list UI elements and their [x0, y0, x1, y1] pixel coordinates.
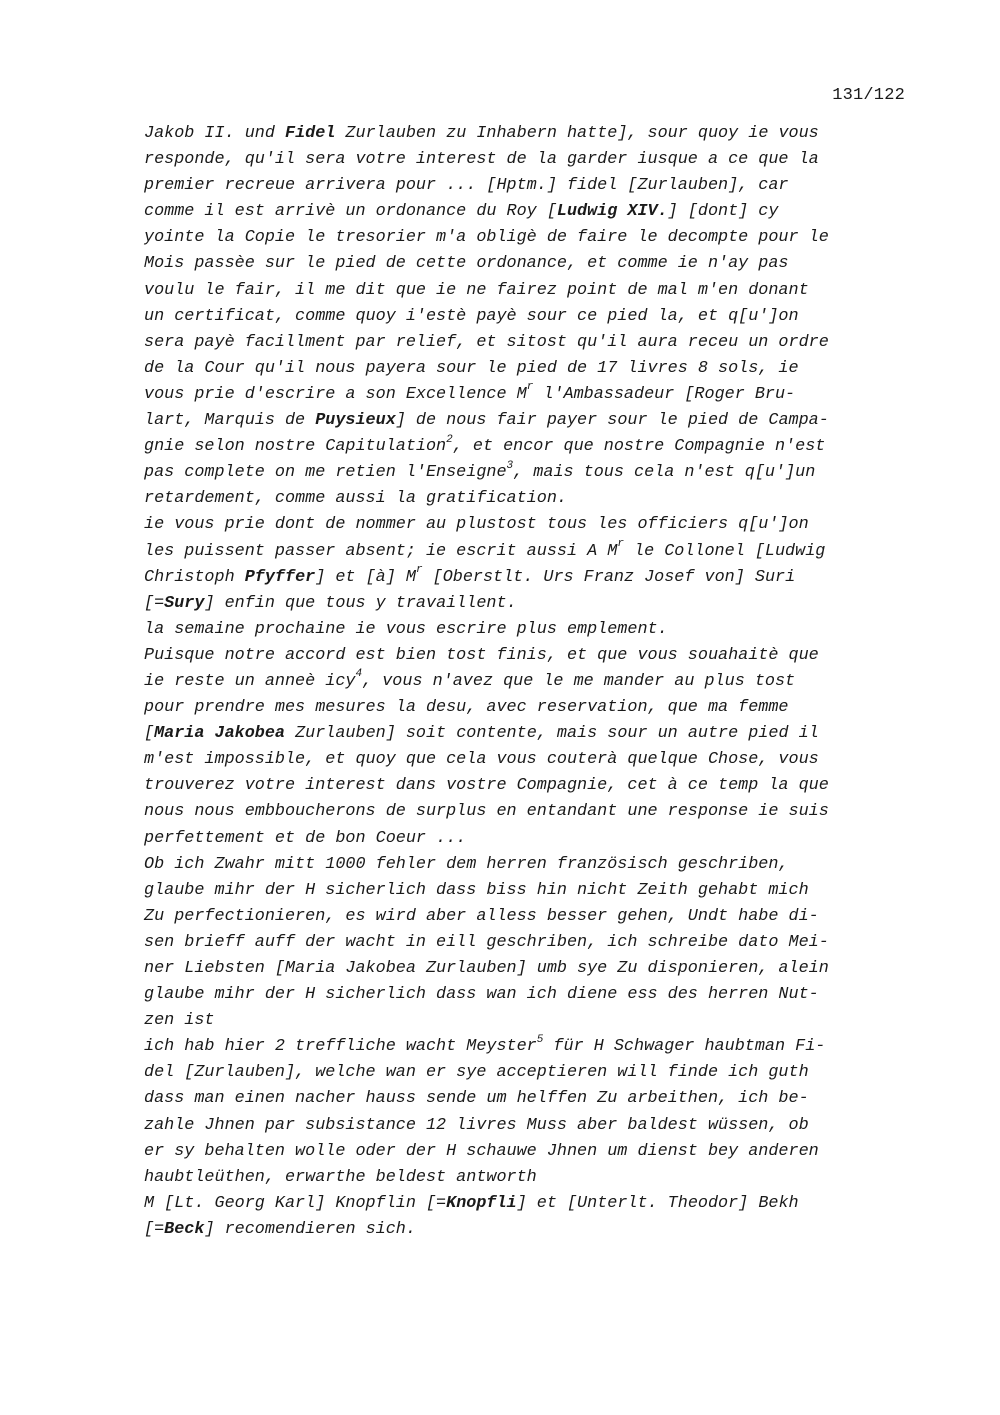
text-segment: ] de nous fair payer sour le pied de Campa-	[395, 411, 829, 431]
text-segment: zahle Jhnen par subsistance 12 livres Muss aber baldest wüssen, ob	[144, 1115, 809, 1135]
text-segment: ie reste un anneè icy	[144, 671, 356, 691]
text-segment: ] recomendieren sich.	[204, 1219, 416, 1239]
text-line	[144, 1217, 924, 1243]
text-line	[144, 826, 924, 852]
text-segment: les puissent passer absent; ie escrit aussi A M	[144, 541, 618, 561]
text-segment: Mois passèe sur le pied de cette ordonance, et comme ie n'ay pas	[144, 254, 789, 274]
text-line	[144, 773, 924, 799]
text-line	[144, 591, 924, 617]
superscript: r	[526, 381, 534, 394]
text-segment: Ob ich Zwahr mitt 1000 fehler dem herren französisch geschriben,	[144, 854, 789, 874]
text-line	[144, 1008, 924, 1034]
text-segment: lart, Marquis de	[144, 411, 316, 431]
superscript: 4	[355, 668, 363, 681]
text-line	[144, 539, 924, 565]
text-line	[144, 1034, 924, 1060]
text-line	[144, 643, 924, 669]
letter-text	[144, 121, 924, 1243]
superscript: 2	[446, 433, 453, 446]
superscript: 5	[536, 1033, 544, 1046]
text-segment: Puisque notre accord est bien tost finis, et que vous souahaitè que	[144, 645, 819, 665]
text-line	[144, 904, 924, 930]
text-segment: ie vous prie dont de nommer au plustost tous les officiers q[u']on	[144, 515, 809, 535]
bold-name: Sury	[164, 593, 205, 613]
text-line	[144, 121, 924, 147]
text-line	[144, 199, 924, 225]
text-segment: , vous n'avez que le me mander au plus tost	[362, 671, 796, 691]
text-line	[144, 669, 924, 695]
text-segment: vous prie d'escrire a son Excellence M	[144, 384, 527, 404]
text-line	[144, 617, 924, 643]
superscript: 3	[506, 459, 514, 472]
bold-name: Puysieux	[315, 411, 396, 431]
text-line	[144, 878, 924, 904]
text-line	[144, 747, 924, 773]
text-line	[144, 1113, 924, 1139]
text-line	[144, 147, 924, 173]
text-segment: le Collonel [Ludwig	[623, 541, 826, 561]
text-segment: ] enfin que tous y travaillent.	[204, 593, 517, 613]
text-segment: pour prendre mes mesures la desu, avec reservation, que ma femme	[144, 698, 789, 718]
text-segment: voulu le fair, il me dit que ie ne fairez point de mal m'en donant	[144, 280, 809, 300]
text-segment: responde, qu'il sera votre interest de la garder iusque a ce que la	[144, 150, 819, 170]
text-segment: zen ist	[144, 1011, 215, 1031]
text-segment: , mais tous cela n'est q[u']un	[513, 463, 816, 483]
text-line	[144, 1139, 924, 1165]
text-segment: de la Cour qu'il nous payera sour le pied de 17 livres 8 sols, ie	[144, 358, 799, 378]
text-line	[144, 356, 924, 382]
text-line	[144, 278, 924, 304]
text-segment: glaube mihr der H sicherlich dass wan ich diene ess des herren Nut-	[144, 985, 819, 1005]
text-line	[144, 512, 924, 538]
text-segment: un certificat, comme quoy i'estè payè sour ce pied la, et q[u']on	[144, 306, 799, 326]
text-line	[144, 695, 924, 721]
text-line	[144, 852, 924, 878]
superscript: r	[415, 564, 423, 576]
text-line	[144, 408, 924, 434]
text-segment: la semaine prochaine ie vous escrire plus emplement.	[144, 619, 668, 639]
bold-name: Maria Jakobea	[154, 724, 285, 744]
text-segment: pas complete on me retien l'Enseigne	[144, 463, 507, 483]
superscript: r	[617, 537, 624, 550]
text-segment: , et encor que nostre Compagnie n'est	[452, 437, 826, 457]
text-segment: Zurlauben zu Inhabern hatte], sour quoy ie vous	[335, 124, 819, 143]
text-segment: ] [dont] cy	[667, 202, 779, 222]
text-segment: retardement, comme aussi la gratification.	[144, 489, 567, 509]
text-line	[144, 1060, 924, 1086]
text-line	[144, 304, 924, 330]
text-segment: [=	[144, 1219, 165, 1239]
text-line	[144, 565, 924, 591]
text-segment: für H Schwager haubtman Fi-	[543, 1037, 826, 1057]
text-segment: m'est impossible, et quoy que cela vous couterà quelque Chose, vous	[144, 750, 819, 770]
text-line	[144, 982, 924, 1008]
bold-name: Beck	[164, 1219, 205, 1239]
text-segment: [	[144, 724, 155, 744]
text-line	[144, 225, 924, 251]
text-line	[144, 1165, 924, 1191]
text-segment: Christoph	[144, 567, 245, 587]
page-number: 131/122	[832, 86, 905, 105]
text-line	[144, 486, 924, 512]
text-segment: Zu perfectionieren, es wird aber alless besser gehen, Undt habe di-	[144, 906, 819, 926]
text-segment: gnie selon nostre Capitulation	[144, 437, 447, 457]
text-segment: del [Zurlauben], welche wan er sye acceptieren will finde ich guth	[144, 1063, 809, 1083]
bold-name: Fidel	[285, 124, 336, 143]
text-line	[144, 930, 924, 956]
text-segment: nous nous embboucherons de surplus en entandant une response ie suis	[144, 802, 829, 822]
text-segment: ich hab hier 2 treffliche wacht Meyster	[144, 1037, 537, 1057]
text-segment: ] et [à] M	[315, 567, 416, 587]
text-line	[144, 173, 924, 199]
bold-name: Pfyffer	[244, 567, 316, 587]
text-segment: ] et [Unterlt. Theodor] Bekh	[516, 1193, 799, 1213]
bold-name: Ludwig XIV.	[556, 202, 668, 222]
text-segment: M [Lt. Georg Karl] Knopflin [=	[144, 1193, 447, 1213]
text-line	[144, 721, 924, 747]
text-segment: haubtleüthen, erwarthe beldest antworth	[144, 1167, 537, 1187]
text-segment: dass man einen nacher hauss sende um helffen Zu arbeithen, ich be-	[144, 1089, 809, 1109]
text-line	[144, 460, 924, 486]
text-segment: perfettement et de bon Coeur ...	[144, 828, 467, 848]
text-line	[144, 1191, 924, 1217]
text-line	[144, 799, 924, 825]
text-line	[144, 330, 924, 356]
bold-name: Knopfli	[446, 1193, 517, 1213]
text-segment: [Oberstlt. Urs Franz Josef von] Suri	[422, 567, 796, 587]
text-segment: glaube mihr der H sicherlich dass biss hin nicht Zeith gehabt mich	[144, 880, 809, 900]
text-segment: yointe la Copie le tresorier m'a obligè de faire le decompte pour le	[144, 228, 829, 248]
text-segment: Jakob II. und	[144, 124, 285, 143]
text-line	[144, 1086, 924, 1112]
text-line	[144, 382, 924, 408]
text-segment: l'Ambassadeur [Roger Bru-	[533, 384, 796, 404]
text-segment: ner Liebsten [Maria Jakobea Zurlauben] umb sye Zu disponieren, alein	[144, 959, 829, 978]
text-line	[144, 434, 924, 460]
text-segment: trouverez votre interest dans vostre Compagnie, cet à ce temp la que	[144, 776, 829, 796]
text-segment: sera payè facillment par relief, et sitost qu'il aura receu un ordre	[144, 332, 829, 352]
text-segment: comme il est arrivè un ordonance du Roy [	[144, 202, 557, 222]
text-line	[144, 251, 924, 277]
text-line	[144, 956, 924, 982]
text-segment: er sy behalten wolle oder der H schauwe Jhnen um dienst bey anderen	[144, 1141, 819, 1161]
text-segment: sen brieff auff der wacht in eill geschriben, ich schreibe dato Mei-	[144, 932, 829, 952]
text-segment: Zurlauben] soit contente, mais sour un autre pied il	[285, 724, 819, 744]
text-segment: [=	[144, 593, 165, 613]
text-segment: premier recreue arrivera pour ... [Hptm.] fidel [Zurlauben], car	[144, 176, 789, 196]
